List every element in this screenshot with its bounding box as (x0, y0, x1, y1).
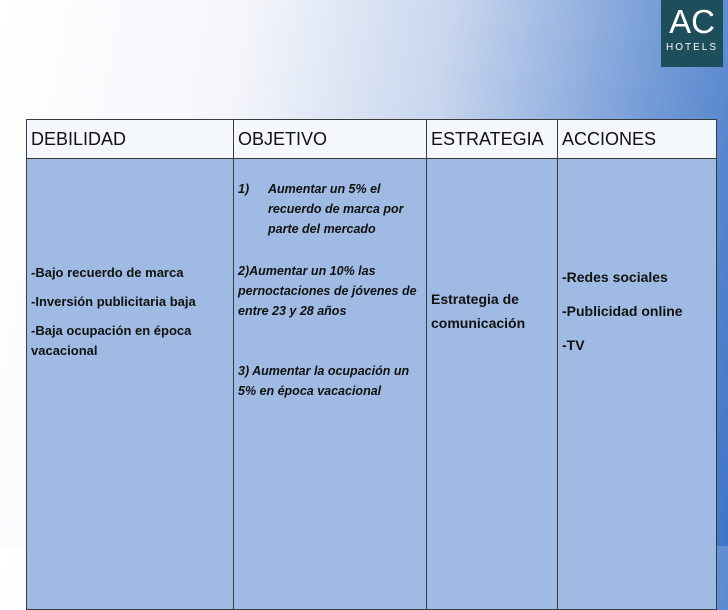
objetivo-text: Aumentar un 5% el recuerdo de marca por parte del mercado (268, 182, 404, 236)
debilidad-item: -Inversión publicitaria baja (31, 294, 196, 309)
logo-subtext: HOTELS (665, 42, 718, 53)
acciones-cell (558, 159, 717, 610)
strategy-table (26, 119, 717, 610)
header-acciones: ACCIONES (558, 120, 717, 159)
accion-item: -Redes sociales (562, 269, 668, 285)
ac-hotels-logo (661, 0, 723, 67)
objetivo-item-3: 3) Aumentar la ocupación un 5% en época vacacional (238, 364, 410, 398)
table-row (27, 159, 717, 610)
header-row (27, 120, 717, 159)
objetivo-cell (234, 159, 427, 610)
estrategia-text: Estrategia de comunicación (431, 291, 526, 331)
objetivo-item-1 (238, 179, 422, 239)
objetivo-number: 1) (238, 182, 250, 196)
header-estrategia: ESTRATEGIA (427, 120, 558, 159)
header-debilidad: DEBILIDAD (27, 120, 234, 159)
estrategia-cell (427, 159, 558, 610)
debilidad-item: -Bajo recuerdo de marca (31, 265, 184, 280)
debilidad-cell (27, 159, 234, 610)
logo-text: AC (669, 3, 715, 40)
objetivo-item-2: 2)Aumentar un 10% las pernoctaciones de jóvenes de entre 23 y 28 años (238, 264, 417, 318)
debilidad-item: -Baja ocupación en época vacacional (31, 323, 192, 358)
accion-item: -Publicidad online (562, 303, 683, 319)
header-objetivo: OBJETIVO (234, 120, 427, 159)
accion-item: -TV (562, 337, 585, 353)
